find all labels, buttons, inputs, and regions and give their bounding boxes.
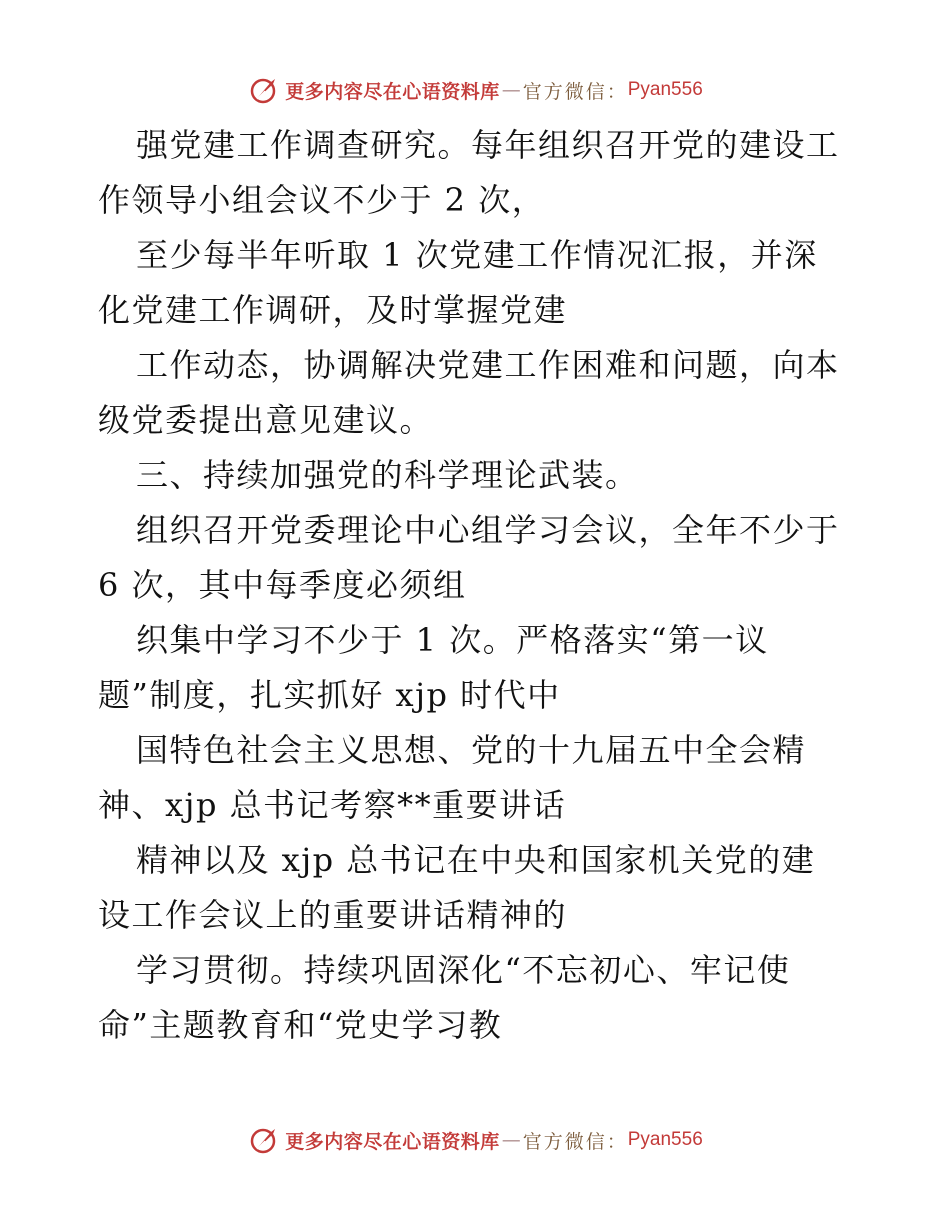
text-line: 国特色社会主义思想、党的十九届五中全会精 <box>136 731 807 769</box>
text-line: 命”主题教育和“党史学习教 <box>98 1006 503 1044</box>
watermark-main-text: 更多内容尽在心语资料库 <box>285 1130 500 1153</box>
document-body <box>98 118 868 1053</box>
text-line: 强党建工作调查研究。每年组织召开党的建设工 <box>136 126 840 164</box>
section-heading: 三、持续加强党的科学理论武装。 <box>136 456 639 494</box>
text-line: 工作动态，协调解决党建工作困难和问题，向本 <box>136 346 840 384</box>
watermark-wechat-id: Pyan556 <box>627 79 703 100</box>
text-line: 题”制度，扎实抓好 xjp 时代中 <box>98 676 561 714</box>
text-line: 6 次，其中每季度必须组 <box>98 566 467 604</box>
header-watermark <box>0 70 950 110</box>
text-line: 设工作会议上的重要讲话精神的 <box>98 896 568 934</box>
text-line: 级党委提出意见建议。 <box>98 401 434 439</box>
watermark-wechat-label: 官方微信： <box>522 1130 628 1153</box>
quill-pen-icon <box>247 73 281 107</box>
text-line: 织集中学习不少于 1 次。严格落实“第一议 <box>136 621 769 659</box>
text-line: 精神以及 xjp 总书记在中央和国家机关党的建 <box>136 841 816 879</box>
watermark-wechat-label: 官方微信： <box>522 80 628 103</box>
watermark-main-text: 更多内容尽在心语资料库 <box>285 80 500 103</box>
text-line: 化党建工作调研，及时掌握党建 <box>98 291 568 329</box>
watermark-dash: — <box>501 1129 521 1151</box>
text-line: 学习贯彻。持续巩固深化“不忘初心、牢记使 <box>136 951 791 989</box>
text-line: 神、xjp 总书记考察**重要讲话 <box>98 786 567 824</box>
text-line: 组织召开党委理论中心组学习会议，全年不少于 <box>136 511 840 549</box>
quill-pen-icon <box>247 1123 281 1157</box>
text-line: 作领导小组会议不少于 2 次， <box>98 181 546 219</box>
footer-watermark <box>0 1120 950 1160</box>
watermark-wechat-id: Pyan556 <box>627 1129 703 1150</box>
watermark-dash: — <box>501 79 521 101</box>
text-line: 至少每半年听取 1 次党建工作情况汇报，并深 <box>136 236 818 274</box>
